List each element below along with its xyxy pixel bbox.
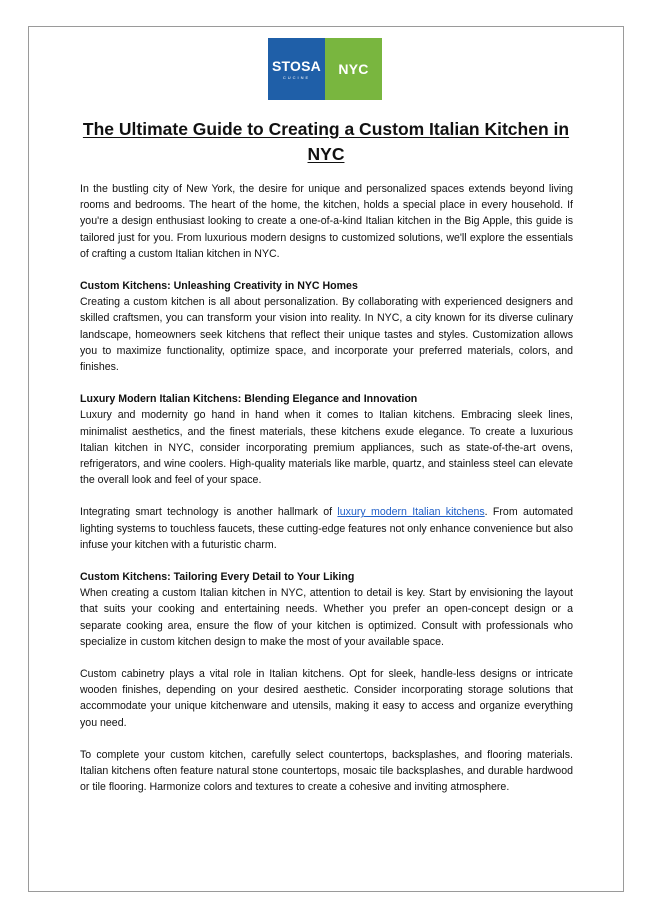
logo-stosa-text: STOSA	[272, 57, 321, 74]
luxury-modern-italian-kitchens-link[interactable]: luxury modern Italian kitchens	[337, 506, 485, 519]
section2-paragraph-1: Luxury and modernity go hand in hand when it comes to Italian kitchens. Embracing sleek lines, minimalist aesthetics, and the finest materials, these kitchens exude elegance. To create a luxurious Italian kitchen in NYC, consider incorporating premium appliances, such as state-of-the-art ovens, refrigerators, and wine coolers. High-quality materials like marble, quartz, and stainless steel can elevate the overall look and feel of your space.	[80, 409, 573, 487]
section2-p2-text-before: Integrating smart technology is another hallmark of	[80, 506, 338, 519]
logo-nyc-block	[325, 38, 382, 100]
section3-paragraph-2: Custom cabinetry plays a vital role in Italian kitchens. Opt for sleek, handle-less designs or intricate wooden finishes, depending on your desired aesthetic. Consider incorporating storage solutions that accommodate your unique kitchenware and utensils, making it easy to access and organize everything you need.	[80, 668, 573, 729]
section3-paragraph-3: To complete your custom kitchen, carefully select countertops, backsplashes, and flooring materials. Italian kitchens often feature natural stone countertops, mosaic tile backsplashes, and durable hardwood or tile flooring. Harmonize colors and textures to create a cohesive and inviting atmosphere.	[80, 748, 573, 794]
section-heading-luxury-modern: Luxury Modern Italian Kitchens: Blending Elegance and Innovation	[80, 393, 418, 406]
stosa-nyc-logo[interactable]	[268, 38, 382, 100]
section2-p2-text-after: . From automated lighting systems to touchless faucets, these cutting-edge features not only enhance convenience but also infuse your kitchen with a futuristic charm.	[80, 506, 574, 551]
logo-cucine-text: CUCINE	[282, 74, 311, 80]
section-heading-custom-kitchens: Custom Kitchens: Unleashing Creativity in NYC Homes	[80, 280, 358, 293]
section3-paragraph-1: When creating a custom Italian kitchen in NYC, attention to detail is key. Start by envisioning the layout that suits your cooking and entertaining needs. Whether you prefer an open-concept design or a separate cooking area, ensure the flow of your kitchen is optimized. Consult with professionals who specialize in custom kitchen design to make the most of your available space.	[80, 587, 573, 648]
page-title: The Ultimate Guide to Creating a Custom Italian Kitchen in NYC	[82, 119, 570, 164]
section1-paragraph: Creating a custom kitchen is all about personalization. By collaborating with experienced designers and skilled craftsmen, you can transform your vision into reality. In NYC, a city known for its diverse culinary landscape, homeowners seek kitchens that reflect their unique tastes and styles. Customization allows you to maximize functionality, optimize space, and incorporate your preferred materials, colors, and finishes.	[80, 296, 573, 374]
logo-stosa-block	[268, 38, 325, 100]
intro-paragraph: In the bustling city of New York, the desire for unique and personalized spaces extends beyond living rooms and bedrooms. The heart of the home, the kitchen, holds a special place in every household. If you're a design enthusiast looking to create a one-of-a-kind Italian kitchen in the Big Apple, this guide is tailored just for you. From luxurious modern designs to customized solutions, we'll explore the essentials of crafting a custom Italian kitchen in NYC.	[80, 183, 573, 260]
logo-nyc-text: NYC	[338, 61, 369, 77]
section2-paragraph-2	[80, 504, 573, 553]
article-body	[80, 181, 573, 812]
section-heading-tailoring-detail: Custom Kitchens: Tailoring Every Detail to Your Liking	[80, 571, 355, 584]
